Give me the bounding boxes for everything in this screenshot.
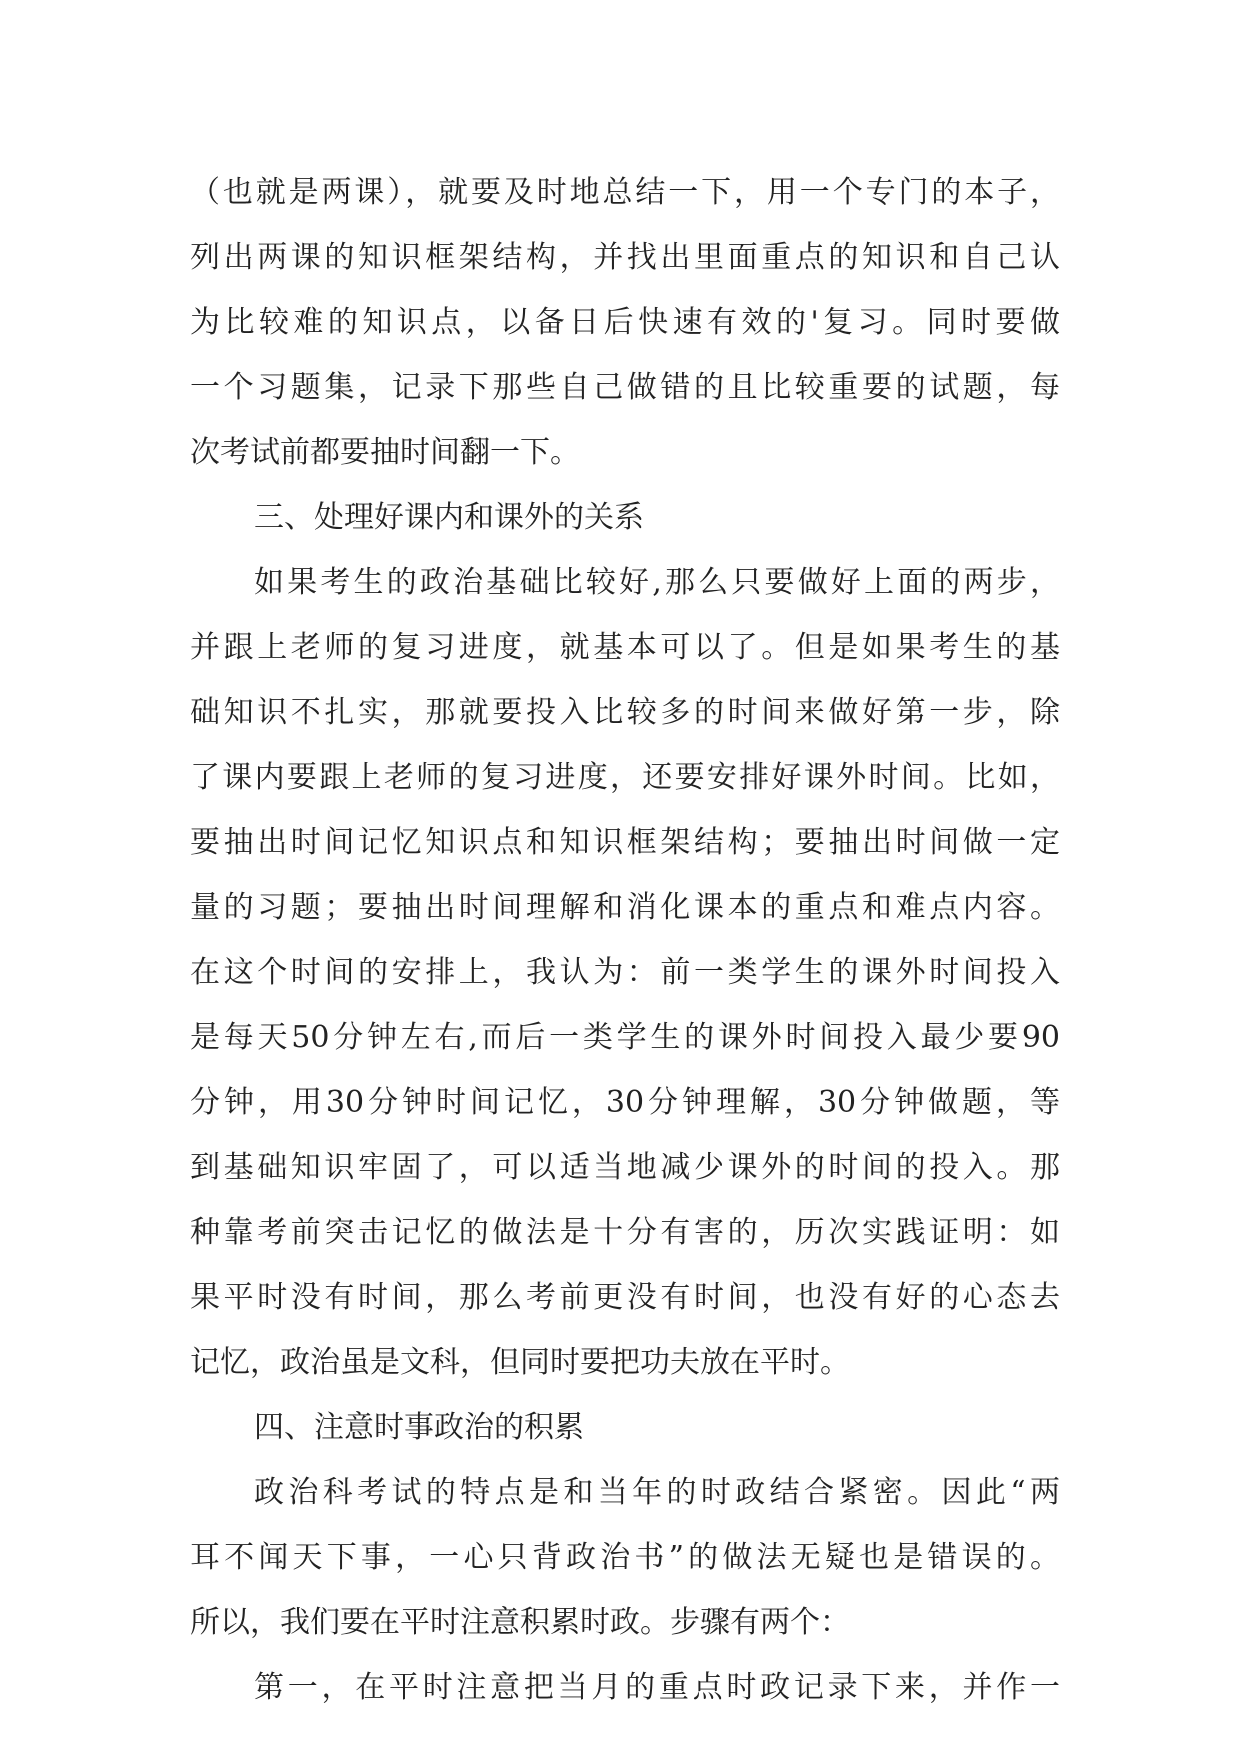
text-line: 分钟，用30分钟时间记忆，30分钟理解，30分钟做题，等 [190,1085,1060,1120]
text-line: 种靠考前突击记忆的做法是十分有害的，历次实践证明：如 [190,1215,1060,1250]
text-line: 到基础知识牢固了，可以适当地减少课外的时间的投入。那 [190,1150,1060,1185]
text-line: 列出两课的知识框架结构，并找出里面重点的知识和自己认 [190,240,1060,275]
text-line: 一个习题集，记录下那些自己做错的且比较重要的试题，每 [190,370,1060,405]
text-line: 并跟上老师的复习进度，就基本可以了。但是如果考生的基 [190,630,1060,665]
text-line: 如果考生的政治基础比较好,那么只要做好上面的两步， [254,565,1060,600]
text-line: 要抽出时间记忆知识点和知识框架结构；要抽出时间做一定 [190,825,1060,860]
text-line: 是每天50分钟左右,而后一类学生的课外时间投入最少要90 [190,1020,1060,1055]
text-line: 次考试前都要抽时间翻一下。 [190,435,580,470]
text-line: 第一，在平时注意把当月的重点时政记录下来，并作一 [254,1670,1060,1705]
text-line: 量的习题；要抽出时间理解和消化课本的重点和难点内容。 [190,890,1060,925]
text-line: 记忆，政治虽是文科，但同时要把功夫放在平时。 [190,1345,850,1380]
text-line: 政治科考试的特点是和当年的时政结合紧密。因此“两 [254,1475,1060,1510]
text-line: 果平时没有时间，那么考前更没有时间，也没有好的心态去 [190,1280,1060,1315]
section-heading: 四、注意时事政治的积累 [254,1410,584,1445]
body-text [190,160,1060,1720]
text-line: 耳不闻天下事，一心只背政治书”的做法无疑也是错误的。 [190,1540,1060,1575]
text-line: 在这个时间的安排上，我认为：前一类学生的课外时间投入 [190,955,1060,990]
text-line: 础知识不扎实，那就要投入比较多的时间来做好第一步，除 [190,695,1060,730]
text-line: （也就是两课），就要及时地总结一下，用一个专门的本子， [190,175,1060,210]
text-line: 所以，我们要在平时注意积累时政。步骤有两个： [190,1605,850,1640]
text-line: 了课内要跟上老师的复习进度，还要安排好课外时间。比如， [190,760,1060,795]
text-line: 为比较难的知识点，以备日后快速有效的'复习。同时要做 [190,305,1060,340]
section-heading: 三、处理好课内和课外的关系 [254,500,644,535]
